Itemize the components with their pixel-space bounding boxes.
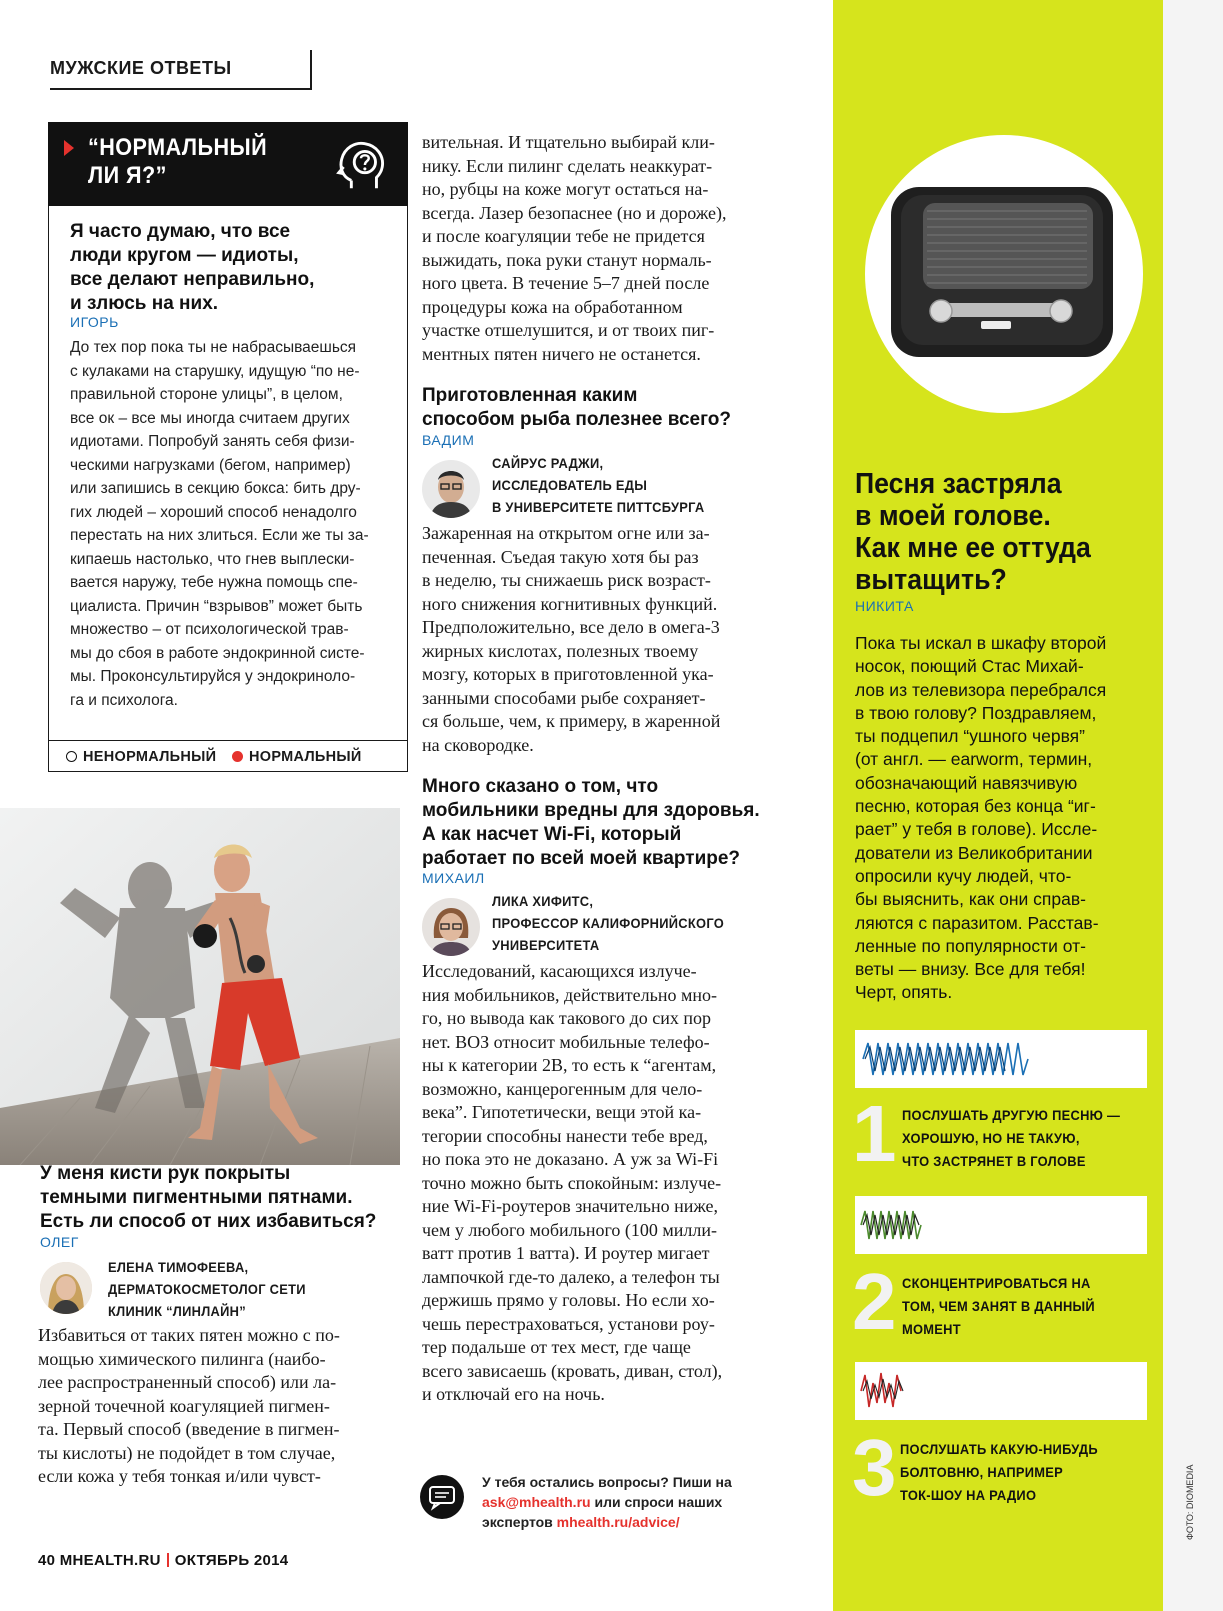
expert-raji: САЙРУС РАДЖИ, ИССЛЕДОВАТЕЛЬ ЕДЫ В УНИВЕРСИТЕТЕ ПИТТСБУРГА — [492, 455, 705, 515]
answer-pigment: Избавиться от таких пятен можно с по- мощью химического пилинга (наибо- лее распространенный способ) или ла- зерной точечной коагуляцией пигмен- та. Первый способ (введение в пигмен- ты кислоты) не подойдет в том случае, если кожа у тебя тонкая и/или чувст- — [38, 1325, 340, 1486]
answer-anger: До тех пор пока ты не набрасываешься с кулаками на старушку, идущую “по не- правильной стороне улицы”, в целом, все ок – все мы иногда считаем других идиотами. Попробуй занять себя физи- ческими нагрузками (бегом, например) или запишись в секцию бокса: бить дру- гих людей – хороший способ ненадолго перестать на них злиться. Если же ты за- кипаешь настолько, что гнев выплески- вается наружу, тебе нужна помощь спе- циалиста. Причин “взрывов” может быть множество – от психологической трав- мы до сбоя в работе эндокринной систе- мы. Проконсультируйся у эндокриноло- га и психолога. — [70, 339, 369, 709]
asker-nikita: НИКИТА — [855, 598, 914, 614]
section-label: МУЖСКИЕ ОТВЕТЫ — [50, 58, 232, 78]
tip-number-3: 3 — [852, 1423, 897, 1512]
tip-text-3: ПОСЛУШАТЬ КАКУЮ-НИБУДЬ БОЛТОВНЮ, НАПРИМЕР ТОК-ШОУ НА РАДИО — [900, 1441, 1098, 1503]
answer-fish: Зажаренная на открытом огне или за- печенная. Съедая такую хотя бы раз в неделю, ты снижаешь риск возраст- ного снижения когнитивных функций. Предположительно, все дело в омега-3 жирных кислотах, полезных твоему мозгу, которых в приготовленной ука- занными способами рыбе сохраняет- ся больше, чем, к примеру, в жаренной на сковородке. — [422, 523, 721, 755]
question-pigment: У меня кисти рук покрыты темными пигментными пятнами. Есть ли способ от них избавиться? — [40, 1163, 377, 1232]
footer-divider — [167, 1553, 169, 1567]
wave-box-3 — [855, 1362, 1147, 1420]
contact-line1: У тебя остались вопросы? Пиши на — [482, 1474, 732, 1490]
filled-circle-icon — [232, 751, 243, 762]
tip-text-1: ПОСЛУШАТЬ ДРУГУЮ ПЕСНЮ — ХОРОШУЮ, НО НЕ ТАКУЮ, ЧТО ЗАСТРЯНЕТ В ГОЛОВЕ — [902, 1107, 1121, 1169]
verdict-option-yes: НОРМАЛЬНЫЙ — [232, 749, 362, 765]
empty-circle-icon — [66, 751, 77, 762]
asker-mikhail: МИХАИЛ — [422, 870, 485, 886]
expert-timofeeva: ЕЛЕНА ТИМОФЕЕВА, ДЕРМАТОКОСМЕТОЛОГ СЕТИ КЛИНИК “ЛИНЛАЙН” — [108, 1259, 306, 1319]
earworm-answer: Пока ты искал в шкафу второй носок, поющий Стас Михай- лов из телевизора перебрался в твою голову? Поздравляем, ты подцепил “ушного червя” (от англ. — earworm, термин, обозначающий навязчивую песню, которая без конца “иг- рает” у тебя в голове). Иссле- дователи из Великобритании опросили кучу людей, что- бы выяснить, как они справ- ляются с паразитом. Расстав- ленные по популярности от- веты — внизу. Все для тебя! Черт, опять. — [855, 633, 1107, 1003]
expert-avatar-timofeeva — [40, 1262, 92, 1314]
asker-igor: ИГОРЬ — [70, 314, 119, 330]
contact-line3: экспертов — [482, 1514, 557, 1530]
wave-box-1 — [855, 1030, 1147, 1088]
answer-pigment-continued: вительная. И тщательно выбирай кли- нику. Если пилинг сделать неаккурат- но, рубцы на коже могут остаться на- всегда. Лазер безопаснее (но и дороже), и после коагуляции тебе не придется выжидать, пока руки станут нормаль- ного цвета. В течение 5–7 дней после процедуры кожа на обработанном участке отшелушится, и от твоих пиг- ментных пятен ничего не останется. — [422, 132, 727, 364]
normal-box-title: “НОРМАЛЬНЫЙ ЛИ Я?” — [88, 134, 268, 189]
issue-date: ОКТЯБРЬ 2014 — [174, 1552, 289, 1569]
red-arrow-icon — [64, 140, 74, 156]
radio-photo — [865, 135, 1143, 413]
normal-box-header — [48, 122, 408, 206]
chat-icon — [420, 1475, 464, 1519]
wave-box-2 — [855, 1196, 1147, 1254]
tip-text-2: СКОНЦЕНТРИРОВАТЬСЯ НА ТОМ, ЧЕМ ЗАНЯТ В ДАННЫЙ МОМЕНТ — [902, 1275, 1095, 1337]
head-question-icon — [332, 136, 390, 194]
page-margin — [1163, 0, 1223, 1611]
earworm-title: Песня застряла в моей голове. Как мне ее оттуда вытащить? — [855, 468, 1091, 596]
tip-number-2: 2 — [852, 1257, 897, 1346]
page-footer — [38, 1552, 288, 1569]
tip-number-1: 1 — [852, 1089, 897, 1178]
photo-credit: ФОТО: DIOMEDIA — [1185, 1464, 1195, 1540]
boxer-photo — [0, 808, 400, 1165]
expert-hifits: ЛИКА ХИФИТС, ПРОФЕССОР КАЛИФОРНИЙСКОГО УНИВЕРСИТЕТА — [492, 893, 725, 953]
email-link[interactable]: ask@mhealth.ru — [482, 1494, 591, 1510]
question-fish: Приготовленная каким способом рыба полезнее всего? — [422, 385, 731, 430]
answer-wifi: Исследований, касающихся излуче- ния мобильников, действительно мно- го, но вывода как такового до сих пор нет. ВОЗ относит мобильные телефо- ны к категории 2В, то есть к “агентам, возможно, канцерогенным для чело- века”. Гипотетически, вещи этой ка- тегории способны нанести тебе вред, но пока это не доказано. А уж за Wi-Fi точно можно быть спокойным: излуче- ние Wi-Fi-роутеров значительно ниже, чем у любого мобильного (100 милли- ватт против 1 ватта). И роутер мигает лампочкой где-то далеко, а телефон ты держишь прямо у головы. Но если хо- чешь перестраховаться, установи роу- тер подальше от тех мест, где чаще всего зависаешь (кровать, диван, стол), и отключай его на ночь. — [422, 961, 723, 1404]
contact-block — [482, 1472, 732, 1532]
advice-link[interactable]: mhealth.ru/advice/ — [556, 1514, 680, 1530]
question-wifi: Много сказано о том, что мобильники вредны для здоровья. А как насчет Wi-Fi, который работает по всей моей квартире? — [422, 776, 760, 869]
verdict-option-no: НЕНОРМАЛЬНЫЙ — [66, 749, 216, 765]
section-header — [50, 50, 312, 90]
verdict-bar — [48, 740, 408, 772]
question-anger: Я часто думаю, что все люди кругом — идиоты, все делают неправильно, и злюсь на них. — [70, 221, 315, 314]
expert-avatar-hifits — [422, 898, 480, 956]
asker-oleg: ОЛЕГ — [40, 1234, 79, 1250]
page-number: 40 MHEALTH.RU — [38, 1552, 161, 1569]
asker-vadim: ВАДИМ — [422, 432, 475, 448]
contact-line2: или спроси наших — [590, 1494, 723, 1510]
expert-avatar-raji — [422, 460, 480, 518]
